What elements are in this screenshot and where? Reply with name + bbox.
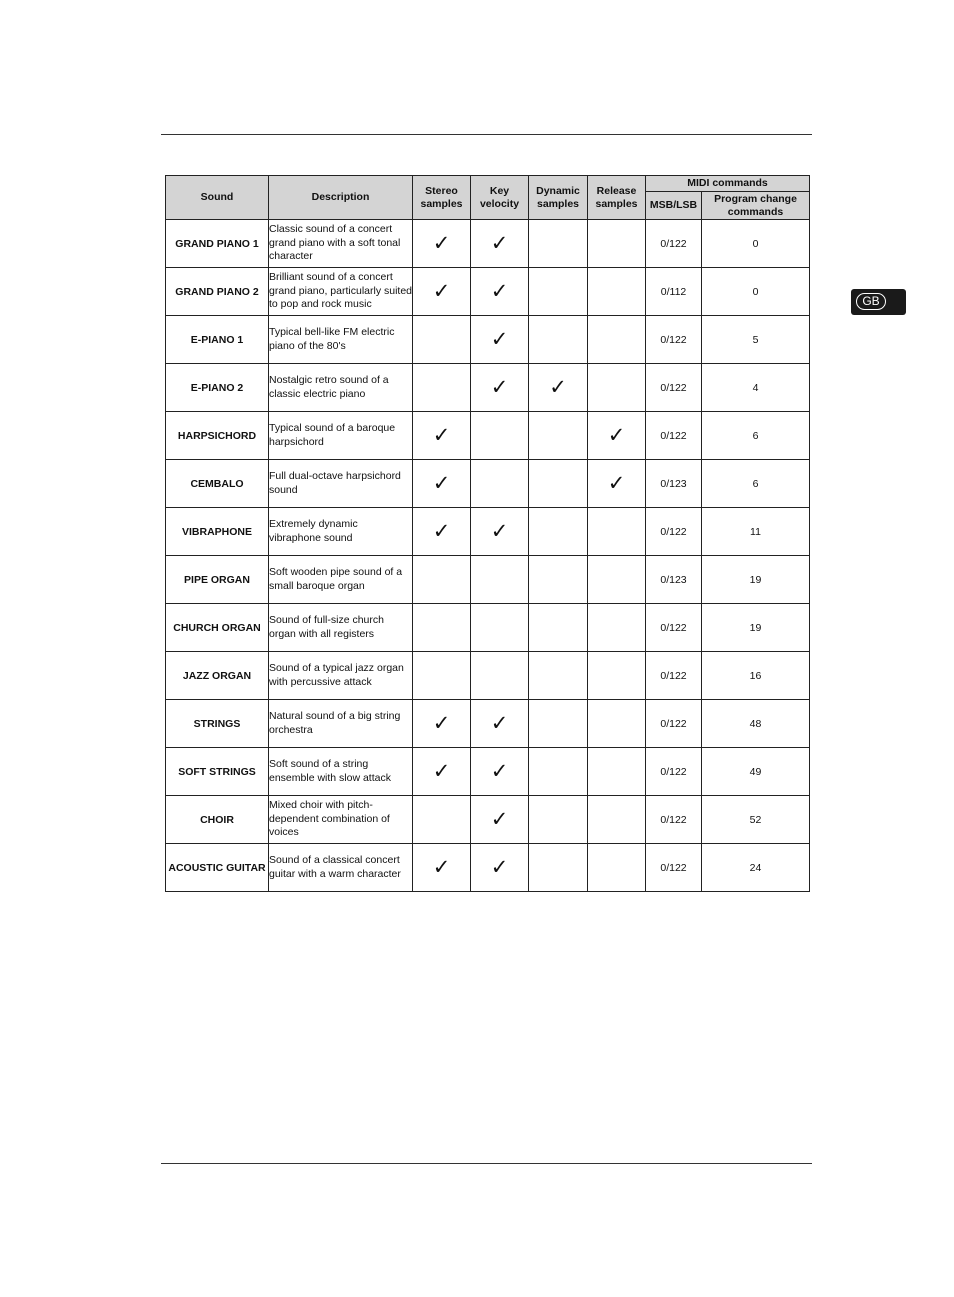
header-dynamic-samples: Dynamic samples — [529, 176, 588, 220]
dynamic-samples-cell — [529, 844, 588, 892]
header-midi-commands: MIDI commands — [646, 176, 810, 192]
header-description: Description — [269, 176, 413, 220]
table-row — [166, 844, 810, 892]
description-cell: Nostalgic retro sound of a classic electric piano — [269, 364, 413, 412]
dynamic-samples-cell — [529, 460, 588, 508]
program-change-cell: 0 — [702, 220, 810, 268]
msb-lsb-cell: 0/122 — [646, 412, 702, 460]
key-velocity-cell — [471, 556, 529, 604]
stereo-samples-cell — [413, 316, 471, 364]
stereo-samples-cell — [413, 220, 471, 268]
description-cell: Sound of a classical concert guitar with a warm character — [269, 844, 413, 892]
sound-name-cell: GRAND PIANO 2 — [166, 268, 269, 316]
table-row — [166, 316, 810, 364]
table-row — [166, 556, 810, 604]
key-velocity-cell — [471, 796, 529, 844]
key-velocity-cell — [471, 220, 529, 268]
checkmark-icon: ✓ — [432, 424, 451, 447]
dynamic-samples-cell — [529, 604, 588, 652]
release-samples-cell — [588, 796, 646, 844]
sound-name-cell: CHOIR — [166, 796, 269, 844]
checkmark-icon: ✓ — [490, 328, 509, 351]
checkmark-icon: ✓ — [432, 472, 451, 495]
sound-name-cell: STRINGS — [166, 700, 269, 748]
checkmark-icon: ✓ — [490, 808, 509, 831]
description-cell: Sound of full-size church organ with all registers — [269, 604, 413, 652]
sound-name-cell: PIPE ORGAN — [166, 556, 269, 604]
header-stereo-samples: Stereo samples — [413, 176, 471, 220]
sound-name-cell: ACOUSTIC GUITAR — [166, 844, 269, 892]
release-samples-cell — [588, 844, 646, 892]
table-row — [166, 220, 810, 268]
checkmark-icon: ✓ — [607, 424, 626, 447]
description-cell: Sound of a typical jazz organ with percussive attack — [269, 652, 413, 700]
checkmark-icon: ✓ — [490, 712, 509, 735]
dynamic-samples-cell — [529, 268, 588, 316]
sound-name-cell: VIBRAPHONE — [166, 508, 269, 556]
msb-lsb-cell: 0/112 — [646, 268, 702, 316]
table-row — [166, 652, 810, 700]
key-velocity-cell — [471, 268, 529, 316]
program-change-cell: 6 — [702, 460, 810, 508]
release-samples-cell — [588, 460, 646, 508]
dynamic-samples-cell — [529, 652, 588, 700]
program-change-cell: 5 — [702, 316, 810, 364]
sound-name-cell: CEMBALO — [166, 460, 269, 508]
table-row — [166, 748, 810, 796]
description-cell: Extremely dynamic vibraphone sound — [269, 508, 413, 556]
stereo-samples-cell — [413, 412, 471, 460]
sound-name-cell: SOFT STRINGS — [166, 748, 269, 796]
description-cell: Soft sound of a string ensemble with slow attack — [269, 748, 413, 796]
key-velocity-cell — [471, 316, 529, 364]
description-cell: Classic sound of a concert grand piano with a soft tonal character — [269, 220, 413, 268]
release-samples-cell — [588, 748, 646, 796]
stereo-samples-cell — [413, 508, 471, 556]
description-cell: Typical sound of a baroque harpsichord — [269, 412, 413, 460]
table-row — [166, 364, 810, 412]
sound-name-cell: CHURCH ORGAN — [166, 604, 269, 652]
program-change-cell: 6 — [702, 412, 810, 460]
description-cell: Soft wooden pipe sound of a small baroque organ — [269, 556, 413, 604]
release-samples-cell — [588, 268, 646, 316]
key-velocity-cell — [471, 412, 529, 460]
checkmark-icon: ✓ — [490, 280, 509, 303]
dynamic-samples-cell — [529, 796, 588, 844]
description-cell: Full dual-octave harpsichord sound — [269, 460, 413, 508]
checkmark-icon: ✓ — [432, 280, 451, 303]
release-samples-cell — [588, 604, 646, 652]
release-samples-cell — [588, 220, 646, 268]
msb-lsb-cell: 0/122 — [646, 316, 702, 364]
table-row — [166, 700, 810, 748]
checkmark-icon: ✓ — [490, 760, 509, 783]
msb-lsb-cell: 0/122 — [646, 844, 702, 892]
release-samples-cell — [588, 556, 646, 604]
header-key-velocity: Key velocity — [471, 176, 529, 220]
stereo-samples-cell — [413, 748, 471, 796]
key-velocity-cell — [471, 652, 529, 700]
msb-lsb-cell: 0/122 — [646, 748, 702, 796]
program-change-cell: 48 — [702, 700, 810, 748]
program-change-cell: 11 — [702, 508, 810, 556]
checkmark-icon: ✓ — [490, 856, 509, 879]
sound-name-cell: HARPSICHORD — [166, 412, 269, 460]
msb-lsb-cell: 0/122 — [646, 364, 702, 412]
sound-name-cell: E-PIANO 2 — [166, 364, 269, 412]
stereo-samples-cell — [413, 652, 471, 700]
table-row — [166, 268, 810, 316]
checkmark-icon: ✓ — [432, 760, 451, 783]
program-change-cell: 19 — [702, 556, 810, 604]
release-samples-cell — [588, 508, 646, 556]
description-cell: Mixed choir with pitch-dependent combination of voices — [269, 796, 413, 844]
key-velocity-cell — [471, 364, 529, 412]
language-badge-label: GB — [856, 293, 886, 310]
stereo-samples-cell — [413, 796, 471, 844]
key-velocity-cell — [471, 748, 529, 796]
checkmark-icon: ✓ — [549, 376, 567, 399]
bottom-rule — [161, 1163, 812, 1164]
checkmark-icon: ✓ — [432, 856, 451, 879]
header-release-samples: Release samples — [588, 176, 646, 220]
msb-lsb-cell: 0/122 — [646, 220, 702, 268]
msb-lsb-cell: 0/122 — [646, 604, 702, 652]
description-cell: Typical bell-like FM electric piano of the 80's — [269, 316, 413, 364]
key-velocity-cell — [471, 460, 529, 508]
sound-name-cell: GRAND PIANO 1 — [166, 220, 269, 268]
checkmark-icon: ✓ — [490, 232, 509, 255]
dynamic-samples-cell — [529, 556, 588, 604]
checkmark-icon: ✓ — [432, 232, 451, 255]
top-rule — [161, 134, 812, 135]
release-samples-cell — [588, 316, 646, 364]
dynamic-samples-cell — [529, 364, 588, 412]
stereo-samples-cell — [413, 604, 471, 652]
msb-lsb-cell: 0/123 — [646, 460, 702, 508]
program-change-cell: 52 — [702, 796, 810, 844]
sound-name-cell: JAZZ ORGAN — [166, 652, 269, 700]
program-change-cell: 16 — [702, 652, 810, 700]
header-program-change: Program change commands — [702, 192, 810, 220]
checkmark-icon: ✓ — [490, 376, 509, 399]
program-change-cell: 4 — [702, 364, 810, 412]
msb-lsb-cell: 0/122 — [646, 652, 702, 700]
program-change-cell: 19 — [702, 604, 810, 652]
dynamic-samples-cell — [529, 700, 588, 748]
msb-lsb-cell: 0/122 — [646, 508, 702, 556]
stereo-samples-cell — [413, 844, 471, 892]
checkmark-icon: ✓ — [607, 472, 626, 495]
release-samples-cell — [588, 364, 646, 412]
msb-lsb-cell: 0/123 — [646, 556, 702, 604]
stereo-samples-cell — [413, 364, 471, 412]
checkmark-icon: ✓ — [432, 712, 451, 735]
dynamic-samples-cell — [529, 316, 588, 364]
sound-table — [165, 175, 810, 892]
table-row — [166, 412, 810, 460]
stereo-samples-cell — [413, 460, 471, 508]
program-change-cell: 49 — [702, 748, 810, 796]
stereo-samples-cell — [413, 700, 471, 748]
checkmark-icon: ✓ — [432, 520, 451, 543]
dynamic-samples-cell — [529, 412, 588, 460]
sound-name-cell: E-PIANO 1 — [166, 316, 269, 364]
table-row — [166, 460, 810, 508]
table-row — [166, 508, 810, 556]
release-samples-cell — [588, 700, 646, 748]
program-change-cell: 24 — [702, 844, 810, 892]
sound-table-body — [166, 220, 810, 892]
key-velocity-cell — [471, 844, 529, 892]
checkmark-icon: ✓ — [490, 520, 509, 543]
key-velocity-cell — [471, 604, 529, 652]
header-msb-lsb: MSB/LSB — [646, 192, 702, 220]
release-samples-cell — [588, 652, 646, 700]
stereo-samples-cell — [413, 556, 471, 604]
stereo-samples-cell — [413, 268, 471, 316]
msb-lsb-cell: 0/122 — [646, 796, 702, 844]
description-cell: Natural sound of a big string orchestra — [269, 700, 413, 748]
release-samples-cell — [588, 412, 646, 460]
table-row — [166, 604, 810, 652]
program-change-cell: 0 — [702, 268, 810, 316]
description-cell: Brilliant sound of a concert grand piano, particularly suited to pop and rock music — [269, 268, 413, 316]
language-badge — [851, 289, 906, 315]
msb-lsb-cell: 0/122 — [646, 700, 702, 748]
key-velocity-cell — [471, 508, 529, 556]
header-sound: Sound — [166, 176, 269, 220]
table-row — [166, 796, 810, 844]
dynamic-samples-cell — [529, 220, 588, 268]
dynamic-samples-cell — [529, 748, 588, 796]
key-velocity-cell — [471, 700, 529, 748]
dynamic-samples-cell — [529, 508, 588, 556]
